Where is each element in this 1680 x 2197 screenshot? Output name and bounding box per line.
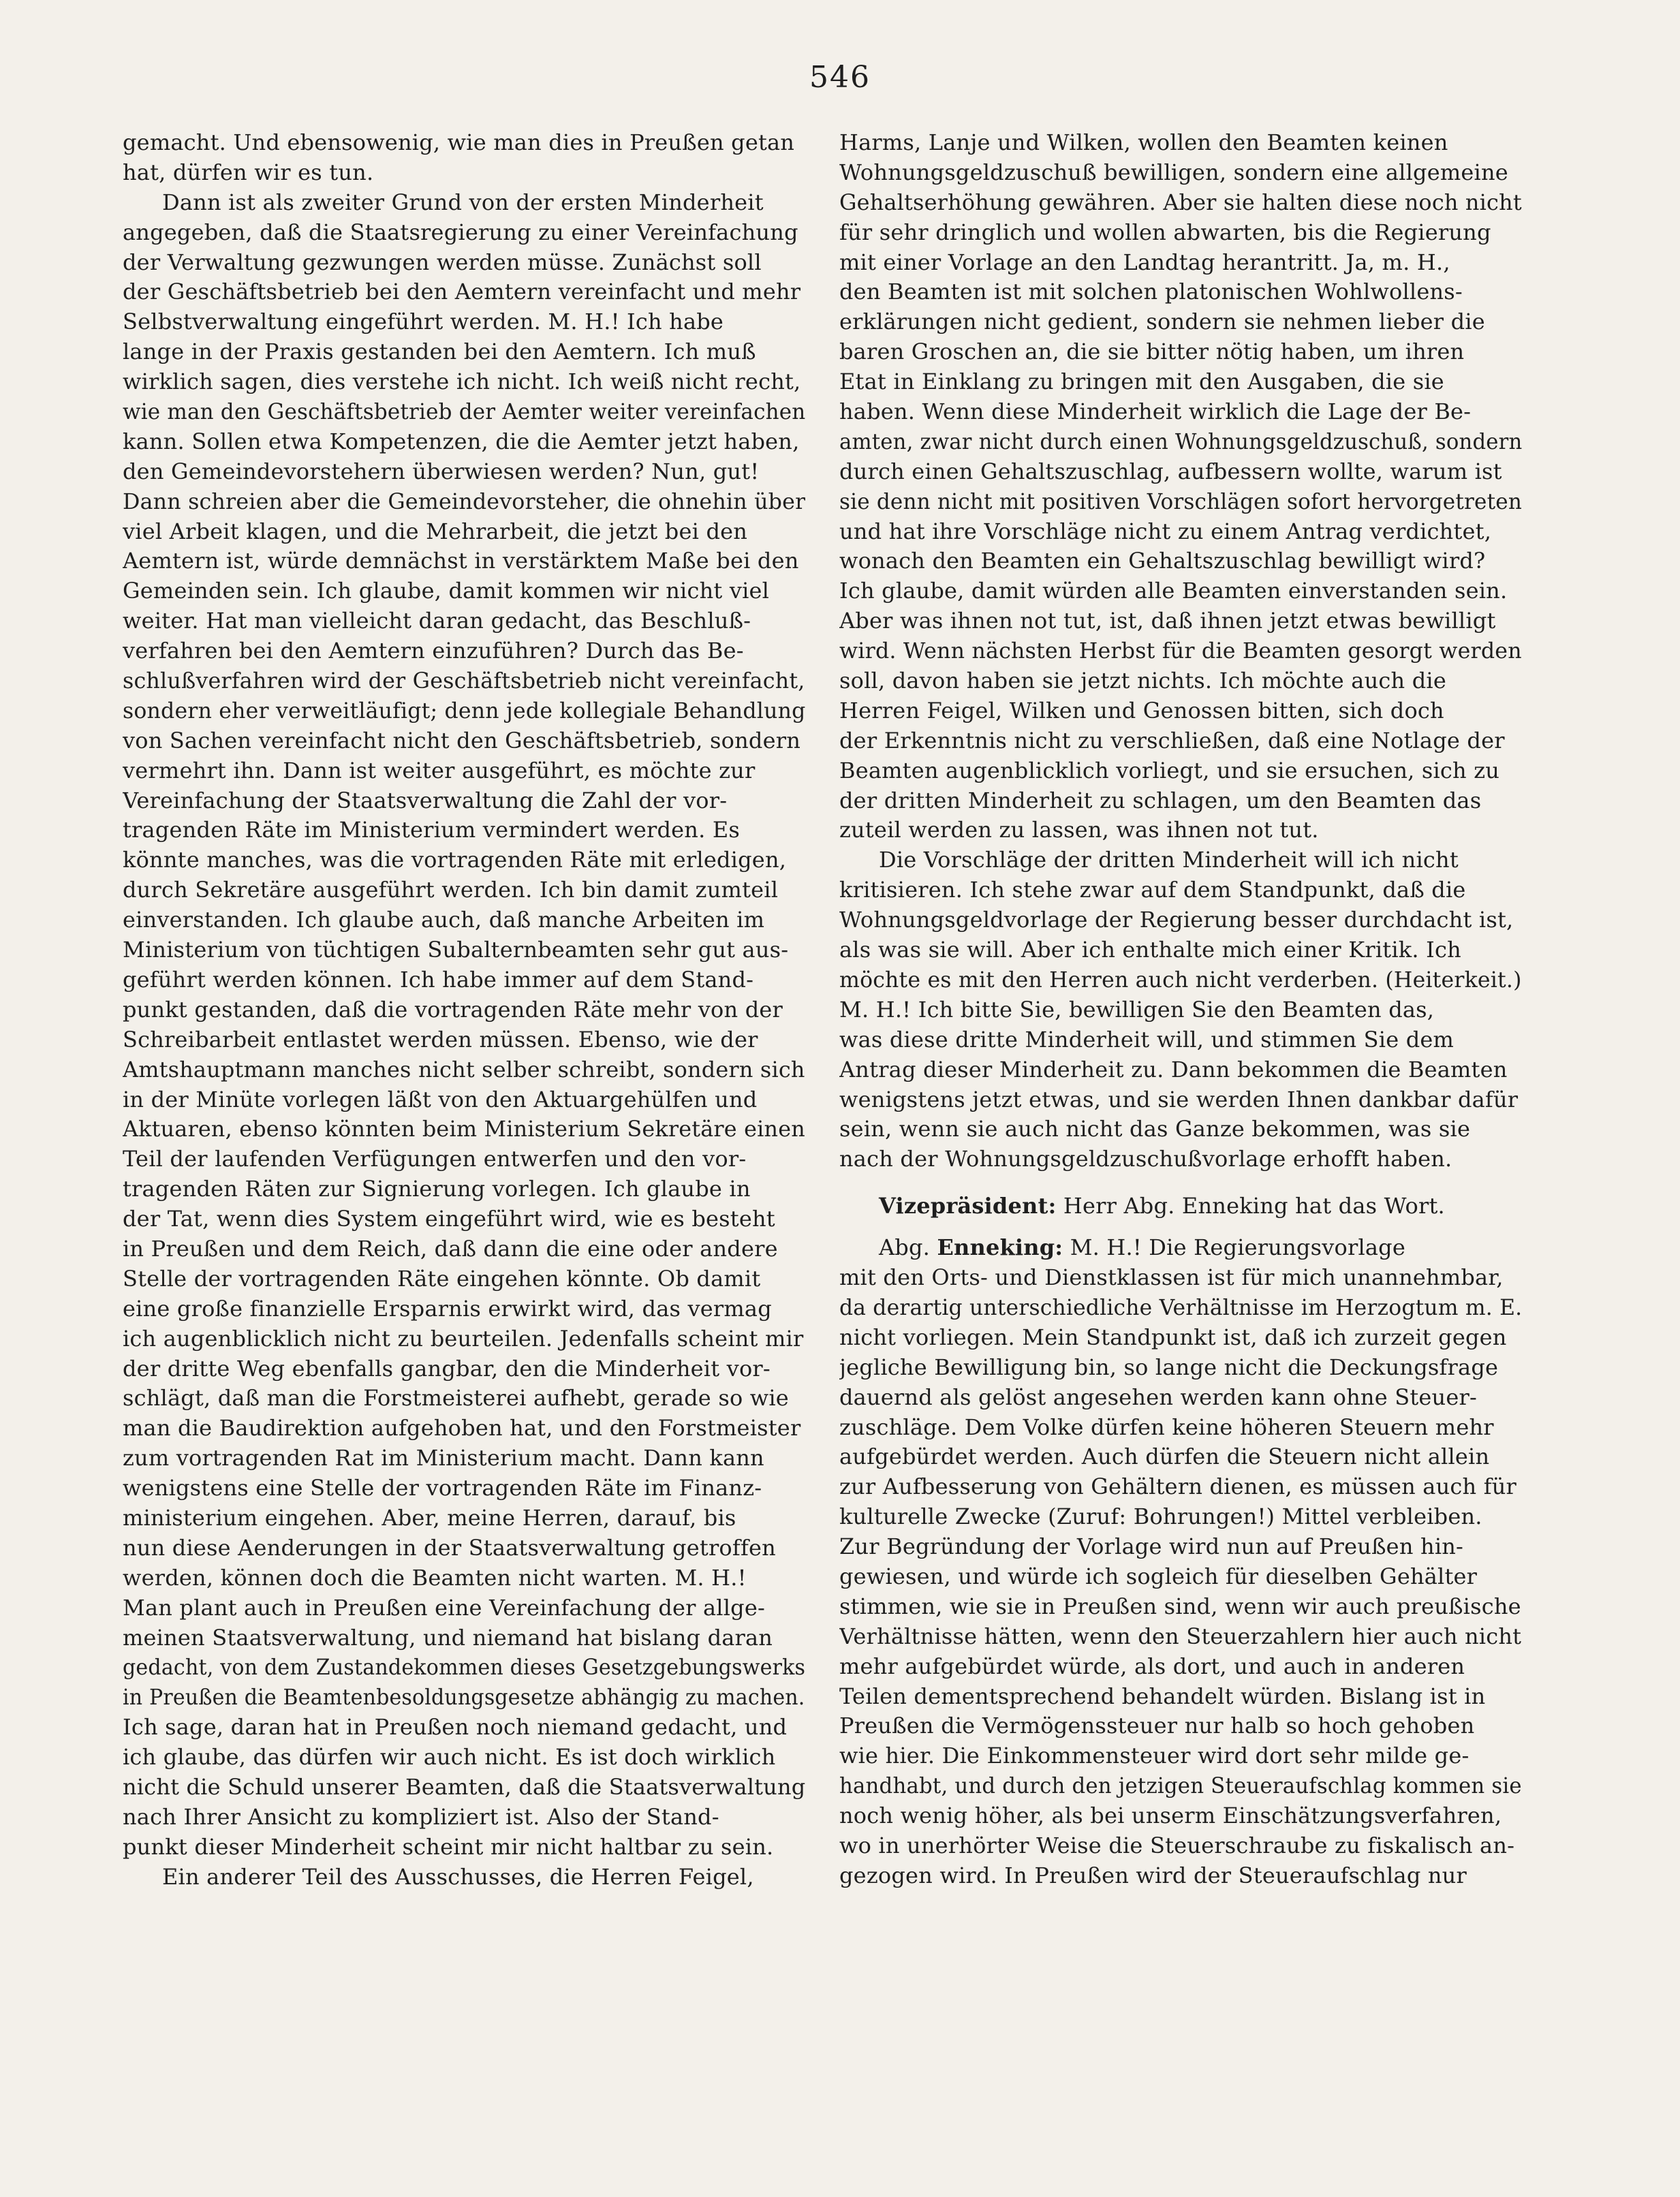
text-line: der dritten Minderheit zu schlagen, um den Beamten das [839, 787, 1482, 813]
text-line: Dann ist als zweiter Grund von der ersten Minderheit [162, 189, 764, 215]
speaker-name: Enneking: [937, 1234, 1063, 1261]
right-column [839, 128, 1522, 1891]
text-line: der Erkenntnis nicht zu verschließen, daß eine Notlage der [839, 727, 1505, 753]
text-line: hat, dürfen wir es tun. [123, 159, 374, 185]
text-line: ich glaube, das dürfen wir auch nicht. Es ist doch wirklich [123, 1744, 776, 1771]
text-line: der Verwaltung gezwungen werden müsse. Zunächst soll [123, 249, 762, 275]
text-line: soll, davon haben sie jetzt nichts. Ich möchte auch die [839, 668, 1446, 694]
text-line: man die Baudirektion aufgehoben hat, und den Forstmeister [123, 1415, 801, 1442]
text-line: Ich sage, daran hat in Preußen noch niemand gedacht, und [123, 1714, 788, 1741]
text-line: tragenden Räten zur Signierung vorlegen. Ich glaube in [123, 1176, 751, 1202]
text-line: nach Ihrer Ansicht zu kompliziert ist. Also der Stand- [123, 1803, 719, 1830]
text-line: haben. Wenn diese Minderheit wirklich die Lage der Be- [839, 399, 1472, 425]
text-line: ich augenblicklich nicht zu beurteilen. Jedenfalls scheint mir [123, 1325, 804, 1352]
text-line: stimmen, wie sie in Preußen sind, wenn wir auch preußische [839, 1593, 1521, 1619]
text-line: punkt dieser Minderheit scheint mir nicht haltbar zu sein. [123, 1833, 774, 1860]
text-line: vermehrt ihn. Dann ist weiter ausgeführt, es möchte zur [123, 757, 756, 783]
text-line: angegeben, daß die Staatsregierung zu einer Vereinfachung [123, 219, 798, 245]
speech-opening: M. H.! Die Regierungsvorlage [1070, 1234, 1405, 1261]
text-line: durch einen Gehaltszuschlag, aufbessern wollte, warum ist [839, 458, 1502, 484]
text-line: schlägt, daß man die Forstmeisterei aufhebt, gerade so wie [123, 1385, 789, 1412]
text-line: Herren Feigel, Wilken und Genossen bitten, sich doch [839, 697, 1444, 723]
text-line: möchte es mit den Herren auch nicht verderben. (Heiterkeit.) [839, 966, 1522, 993]
text-line: nicht vorliegen. Mein Standpunkt ist, daß ich zurzeit gegen [839, 1324, 1507, 1350]
text-line: Teilen dementsprechend behandelt würden. Bislang ist in [839, 1683, 1486, 1709]
text-line: Gemeinden sein. Ich glaube, damit kommen wir nicht viel [123, 578, 770, 604]
text-line: Schreibarbeit entlastet werden müssen. Ebenso, wie der [123, 1026, 758, 1053]
right-column-body [839, 128, 1522, 1174]
text-line: Man plant auch in Preußen eine Vereinfachung der allge- [123, 1594, 766, 1621]
text-line: dauernd als gelöst angesehen werden kann ohne Steuer- [839, 1384, 1478, 1410]
text-line: mehr aufgebürdet würde, als dort, und auch in anderen [839, 1653, 1465, 1679]
text-line: kann. Sollen etwa Kompetenzen, die die Aemter jetzt haben, [123, 428, 800, 454]
text-line: schlußverfahren wird der Geschäftsbetrieb nicht vereinfacht, [123, 668, 805, 694]
text-line: Ein anderer Teil des Ausschusses, die Herren Feigel, [162, 1863, 754, 1890]
text-line: Die Vorschläge der dritten Minderheit will ich nicht [879, 847, 1459, 873]
text-line: jegliche Bewilligung bin, so lange nicht die Deckungsfrage [839, 1354, 1499, 1380]
text-line: ministerium eingehen. Aber, meine Herren, darauf, bis [123, 1504, 736, 1531]
text-line: nach der Wohnungsgeldzuschußvorlage erhofft haben. [839, 1146, 1452, 1172]
text-line: noch wenig höher, als bei unserm Einschätzungsverfahren, [839, 1803, 1502, 1829]
text-line: nicht die Schuld unserer Beamten, daß die Staatsverwaltung [123, 1773, 805, 1800]
text-line: gemacht. Und ebensowenig, wie man dies in Preußen getan [123, 129, 795, 155]
left-column [123, 128, 805, 1892]
text-line: könnte manches, was die vortragenden Räte mit erledigen, [123, 847, 787, 873]
text-line: weiter. Hat man vielleicht daran gedacht, das Beschluß- [123, 608, 751, 634]
text-line: meinen Staatsverwaltung, und niemand hat bislang daran [123, 1624, 773, 1651]
text-line: lange in der Praxis gestanden bei den Aemtern. Ich muß [123, 339, 756, 365]
text-line: in Preußen die Beamtenbesoldungsgesetze abhängig zu machen. [123, 1684, 805, 1711]
text-line: da derartig unterschiedliche Verhältnisse im Herzogtum m. E. [839, 1294, 1522, 1320]
text-line: sondern eher verweitläufigt; denn jede kollegiale Behandlung [123, 697, 805, 723]
text-line: wonach den Beamten ein Gehaltszuschlag bewilligt wird? [839, 548, 1486, 574]
vice-president-announcement [839, 1183, 1522, 1229]
text-line: wirklich sagen, dies verstehe ich nicht. Ich weiß nicht recht, [123, 369, 801, 395]
text-line: werden, können doch die Beamten nicht warten. M. H.! [123, 1564, 747, 1591]
text-line: nun diese Aenderungen in der Staatsverwaltung getroffen [123, 1534, 776, 1561]
text-line: was diese dritte Minderheit will, und stimmen Sie dem [839, 1026, 1455, 1053]
text-line: Aemtern ist, würde demnächst in verstärktem Maße bei den [123, 548, 799, 574]
text-line: verfahren bei den Aemtern einzuführen? Durch das Be- [123, 638, 744, 664]
text-line: viel Arbeit klagen, und die Mehrarbeit, die jetzt bei den [123, 518, 748, 544]
page-number: 546 [809, 60, 871, 95]
text-line: baren Groschen an, die sie bitter nötig haben, um ihren [839, 339, 1465, 365]
text-line: zum vortragenden Rat im Ministerium macht. Dann kann [123, 1445, 764, 1471]
text-line: als was sie will. Aber ich enthalte mich einer Kritik. Ich [839, 937, 1461, 963]
text-line: Zur Begründung der Vorlage wird nun auf Preußen hin- [839, 1533, 1464, 1560]
announcement-text: Herr Abg. Enneking hat das Wort. [1063, 1193, 1445, 1219]
text-line: amten, zwar nicht durch einen Wohnungsgeldzuschuß, sondern [839, 428, 1522, 454]
text-line: punkt gestanden, daß die vortragenden Räte mehr von der [123, 996, 783, 1023]
text-line: Wohnungsgeldzuschuß bewilligen, sondern eine allgemeine [839, 159, 1508, 185]
text-line: sie denn nicht mit positiven Vorschlägen sofort hervorgetreten [839, 488, 1522, 514]
text-line: in Preußen und dem Reich, daß dann die eine oder andere [123, 1235, 778, 1262]
text-line: Dann schreien aber die Gemeindevorsteher, die ohnehin über [123, 488, 805, 514]
text-line: der dritte Weg ebenfalls gangbar, den die Minderheit vor- [123, 1355, 771, 1382]
text-line: Wohnungsgeldvorlage der Regierung besser durchdacht ist, [839, 907, 1514, 933]
text-line: wenigstens eine Stelle der vortragenden Räte im Finanz- [123, 1475, 762, 1501]
text-line: und hat ihre Vorschläge nicht zu einem Antrag verdichtet, [839, 518, 1492, 544]
text-line: Harms, Lanje und Wilken, wollen den Beamten keinen [839, 129, 1448, 155]
text-line: Selbstverwaltung eingeführt werden. M. H.! Ich habe [123, 309, 724, 335]
text-line: aufgebürdet werden. Auch dürfen die Steuern nicht allein [839, 1444, 1490, 1470]
text-line: sein, wenn sie auch nicht das Ganze bekommen, was sie [839, 1116, 1471, 1142]
enneking-speech-start [839, 1233, 1522, 1263]
text-line: wenigstens jetzt etwas, und sie werden Ihnen dankbar dafür [839, 1086, 1519, 1112]
text-line: Antrag dieser Minderheit zu. Dann bekommen die Beamten [839, 1056, 1508, 1082]
text-line: Preußen die Vermögenssteuer nur halb so hoch gehoben [839, 1713, 1475, 1739]
enneking-speech-body [839, 1263, 1522, 1891]
text-line: Gehaltserhöhung gewähren. Aber sie halten diese noch nicht [839, 189, 1522, 215]
text-line: Verhältnisse hätten, wenn den Steuerzahlern hier auch nicht [839, 1623, 1522, 1649]
text-line: kritisieren. Ich stehe zwar auf dem Standpunkt, daß die [839, 877, 1466, 903]
text-line: M. H.! Ich bitte Sie, bewilligen Sie den Beamten das, [839, 996, 1435, 1023]
text-line: erklärungen nicht gedient, sondern sie nehmen lieber die [839, 309, 1485, 335]
text-line: tragenden Räte im Ministerium vermindert werden. Es [123, 817, 741, 843]
text-line: wie man den Geschäftsbetrieb der Aemter weiter vereinfachen [123, 399, 805, 425]
text-line: Ich glaube, damit würden alle Beamten einverstanden sein. [839, 578, 1508, 604]
text-line: Beamten augenblicklich vorliegt, und sie ersuchen, sich zu [839, 757, 1500, 783]
text-line: einverstanden. Ich glaube auch, daß manche Arbeiten im [123, 907, 765, 933]
text-line: von Sachen vereinfacht nicht den Geschäftsbetrieb, sondern [123, 727, 801, 753]
text-line: zuteil werden zu lassen, was ihnen not tut. [839, 817, 1319, 843]
speaker-prefix: Abg. [879, 1234, 931, 1261]
text-line: geführt werden können. Ich habe immer auf dem Stand- [123, 966, 754, 993]
text-line: gewiesen, und würde ich sogleich für dieselben Gehälter [839, 1563, 1478, 1589]
text-line: den Beamten ist mit solchen platonischen Wohlwollens- [839, 279, 1463, 305]
text-line: Amtshauptmann manches nicht selber schreibt, sondern sich [123, 1056, 805, 1082]
text-line: Aber was ihnen not tut, ist, daß ihnen jetzt etwas bewilligt [839, 608, 1496, 634]
text-line: zur Aufbesserung von Gehältern dienen, es müssen auch für [839, 1474, 1517, 1500]
text-line: Aktuaren, ebenso könnten beim Ministerium Sekretäre einen [123, 1116, 805, 1142]
text-line: Stelle der vortragenden Räte eingehen könnte. Ob damit [123, 1265, 761, 1292]
text-line: handhabt, und durch den jetzigen Steueraufschlag kommen sie [839, 1773, 1522, 1799]
text-line: Etat in Einklang zu bringen mit den Ausgaben, die sie [839, 369, 1444, 395]
text-line: Ministerium von tüchtigen Subalternbeamten sehr gut aus- [123, 937, 789, 963]
text-line: für sehr dringlich und wollen abwarten, bis die Regierung [839, 219, 1491, 245]
text-line: der Geschäftsbetrieb bei den Aemtern vereinfacht und mehr [123, 279, 801, 305]
text-line: eine große finanzielle Ersparnis erwirkt wird, das vermag [123, 1295, 772, 1322]
text-line: gedacht, von dem Zustandekommen dieses Gesetzgebungswerks [123, 1654, 805, 1681]
speaker-name: Vizepräsident: [879, 1193, 1057, 1219]
text-line: kulturelle Zwecke (Zuruf: Bohrungen!) Mittel verbleiben. [839, 1503, 1482, 1530]
text-line: in der Minüte vorlegen läßt von den Aktuargehülfen und [123, 1086, 758, 1112]
text-line: gezogen wird. In Preußen wird der Steueraufschlag nur [839, 1862, 1467, 1888]
text-line: Vereinfachung der Staatsverwaltung die Zahl der vor- [123, 787, 728, 813]
text-line: Teil der laufenden Verfügungen entwerfen und den vor- [123, 1146, 747, 1172]
text-line: der Tat, wenn dies System eingeführt wird, wie es besteht [123, 1206, 775, 1232]
text-line: zuschläge. Dem Volke dürfen keine höheren Steuern mehr [839, 1414, 1494, 1440]
text-line: den Gemeindevorstehern überwiesen werden? Nun, gut! [123, 458, 760, 484]
text-line: durch Sekretäre ausgeführt werden. Ich bin damit zumteil [123, 877, 779, 903]
text-line: wird. Wenn nächsten Herbst für die Beamten gesorgt werden [839, 638, 1522, 664]
text-line: wie hier. Die Einkommensteuer wird dort sehr milde ge- [839, 1743, 1469, 1769]
text-line: wo in unerhörter Weise die Steuerschraube zu fiskalisch an- [839, 1832, 1515, 1858]
text-line: mit einer Vorlage an den Landtag herantritt. Ja, m. H., [839, 249, 1450, 275]
text-line: mit den Orts- und Dienstklassen ist für mich unannehmbar, [839, 1264, 1504, 1291]
